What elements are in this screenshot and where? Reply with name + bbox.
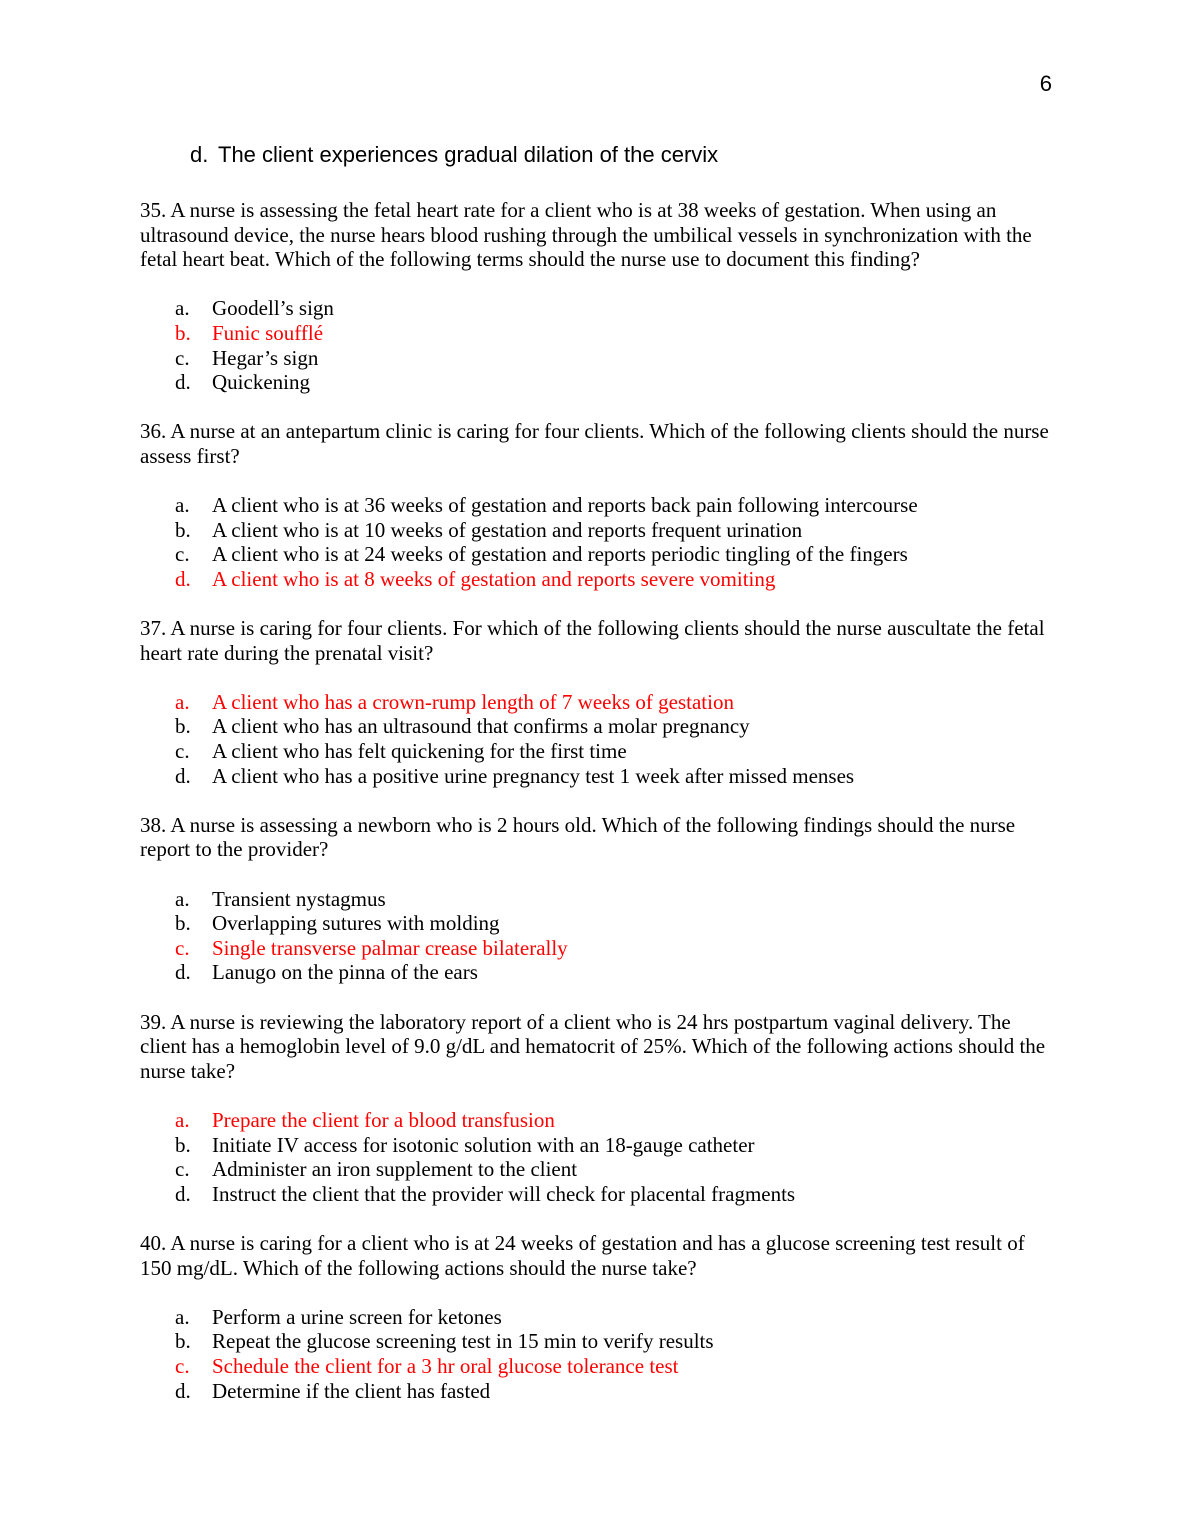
intro-item-marker: d.	[190, 142, 209, 167]
option-marker: a.	[175, 296, 190, 321]
option-label: Initiate IV access for isotonic solution with an 18-gauge catheter	[212, 1132, 755, 1157]
option-label: Quickening	[212, 370, 310, 395]
option-marker: a.	[175, 493, 190, 518]
question-stem: 37. A nurse is caring for four clients. For which of the following clients should the nurse auscultate the fetal heart rate during the prenatal visit?	[140, 616, 1045, 665]
options-list	[140, 493, 1052, 591]
option-label: A client who has a crown-rump length of 7 weeks of gestation	[212, 689, 734, 714]
option-row	[140, 1157, 1052, 1182]
option-row-correct	[140, 690, 1052, 715]
option-marker: a.	[175, 1107, 190, 1132]
option-row	[140, 346, 1052, 371]
option-marker: d.	[175, 763, 191, 788]
option-row	[140, 370, 1052, 395]
option-label: A client who is at 8 weeks of gestation and reports severe vomiting	[212, 566, 776, 591]
option-marker: c.	[175, 542, 190, 567]
question-stem: 40. A nurse is caring for a client who is at 24 weeks of gestation and has a glucose screening test result of 150 mg/dL. Which of the following actions should the nurse take?	[140, 1230, 1025, 1280]
option-label: A client who is at 24 weeks of gestation and reports periodic tingling of the fingers	[212, 542, 908, 567]
option-row	[140, 714, 1052, 739]
options-list	[140, 296, 1052, 394]
question-36	[140, 419, 1052, 591]
option-row-correct	[140, 1354, 1052, 1379]
option-marker: c.	[175, 739, 190, 764]
option-label: A client who has a positive urine pregnancy test 1 week after missed menses	[212, 763, 855, 788]
option-marker: d.	[175, 566, 191, 591]
option-row	[140, 887, 1052, 912]
question-38	[140, 813, 1052, 985]
option-marker: d.	[175, 370, 191, 395]
option-marker: d.	[175, 1181, 191, 1206]
option-marker: a.	[175, 689, 190, 714]
option-row	[140, 1379, 1052, 1404]
option-marker: c.	[175, 1353, 190, 1378]
option-label: A client who has an ultrasound that confirms a molar pregnancy	[212, 714, 750, 739]
option-label: Repeat the glucose screening test in 15 min to verify results	[212, 1329, 714, 1354]
question-35	[140, 198, 1052, 395]
question-stem: 35. A nurse is assessing the fetal heart rate for a client who is at 38 weeks of gestation. When using an ultrasound device, the nurse hears blood rushing through the umbilical vessels in synchronization with the fetal heart beat. Which of the following terms should the nurse use to document this finding?	[140, 198, 1032, 272]
option-marker: b.	[175, 1132, 191, 1157]
option-marker: b.	[175, 911, 191, 936]
option-marker: b.	[175, 1329, 191, 1354]
page-number: 6	[1039, 71, 1052, 96]
option-row-correct	[140, 1108, 1052, 1133]
option-label: Administer an iron supplement to the client	[212, 1157, 578, 1182]
option-label: Funic soufflé	[212, 320, 324, 345]
option-label: A client who is at 10 weeks of gestation and reports frequent urination	[212, 517, 803, 542]
option-label: Single transverse palmar crease bilaterally	[212, 935, 568, 960]
option-row-correct	[140, 936, 1052, 961]
document-content	[140, 0, 1052, 1403]
option-label: Lanugo on the pinna of the ears	[212, 960, 478, 985]
option-marker: a.	[175, 1304, 190, 1329]
option-label: Overlapping sutures with molding	[212, 911, 500, 936]
option-row	[140, 493, 1052, 518]
option-marker: b.	[175, 320, 191, 345]
question-40	[140, 1231, 1052, 1403]
option-row-correct	[140, 567, 1052, 592]
option-row	[140, 764, 1052, 789]
options-list	[140, 1108, 1052, 1206]
option-row	[140, 1133, 1052, 1158]
question-37	[140, 616, 1052, 788]
options-list	[140, 887, 1052, 985]
options-list	[140, 690, 1052, 788]
option-row	[140, 960, 1052, 985]
option-label: Prepare the client for a blood transfusion	[212, 1107, 555, 1132]
option-marker: c.	[175, 1157, 190, 1182]
option-row	[140, 1305, 1052, 1330]
option-marker: d.	[175, 1378, 191, 1403]
option-row-correct	[140, 321, 1052, 346]
option-label: Schedule the client for a 3 hr oral glucose tolerance test	[212, 1353, 679, 1378]
option-row	[140, 542, 1052, 567]
option-row	[140, 911, 1052, 936]
option-label: Perform a urine screen for ketones	[212, 1304, 502, 1329]
option-row	[140, 518, 1052, 543]
option-marker: d.	[175, 960, 191, 985]
option-label: Hegar’s sign	[212, 345, 319, 370]
option-label: A client who is at 36 weeks of gestation and reports back pain following intercourse	[212, 493, 918, 518]
question-stem: 38. A nurse is assessing a newborn who is 2 hours old. Which of the following findings should the nurse report to the provider?	[140, 812, 1016, 862]
option-marker: b.	[175, 517, 191, 542]
option-label: Determine if the client has fasted	[212, 1378, 491, 1403]
option-marker: b.	[175, 714, 191, 739]
option-label: Goodell’s sign	[212, 296, 334, 321]
option-marker: a.	[175, 886, 190, 911]
option-row	[140, 1329, 1052, 1354]
option-label: Instruct the client that the provider will check for placental fragments	[212, 1181, 796, 1206]
option-marker: c.	[175, 345, 190, 370]
option-marker: c.	[175, 935, 190, 960]
question-39	[140, 1010, 1052, 1207]
options-list	[140, 1305, 1052, 1403]
option-row	[140, 1182, 1052, 1207]
option-label: A client who has felt quickening for the first time	[212, 739, 627, 764]
option-row	[140, 296, 1052, 321]
intro-item-text: The client experiences gradual dilation of the cervix	[218, 142, 719, 167]
option-row	[140, 739, 1052, 764]
option-label: Transient nystagmus	[212, 886, 386, 911]
intro-list-item	[140, 141, 1052, 168]
question-stem: 36. A nurse at an antepartum clinic is caring for four clients. Which of the following clients should the nurse assess first?	[140, 419, 1049, 468]
question-stem: 39. A nurse is reviewing the laboratory report of a client who is 24 hrs postpartum vaginal delivery. The client has a hemoglobin level of 9.0 g/dL and hematocrit of 25%. Which of the following actions should the nurse take?	[140, 1009, 1046, 1083]
